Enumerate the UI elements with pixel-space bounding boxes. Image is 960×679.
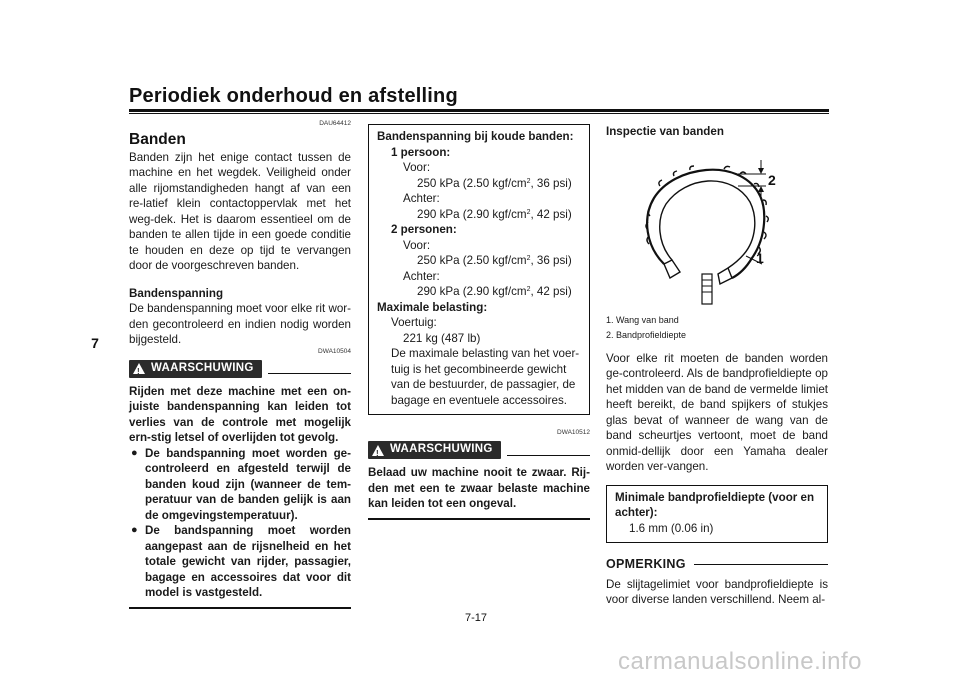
spec-rear-label: Achter: — [403, 269, 440, 283]
warning-header — [368, 441, 590, 459]
spec-one-person: 1 persoon: — [391, 145, 451, 159]
figure-legend — [606, 313, 828, 343]
legend-item: 1. Wang van band — [606, 314, 679, 325]
spec-value: 250 kPa (2.50 kgf/cm — [417, 176, 527, 190]
bullet-icon: ● — [131, 446, 138, 459]
header-rule — [129, 109, 829, 112]
legend-item: 2. Bandprofieldiepte — [606, 329, 687, 340]
column-2 — [368, 120, 590, 520]
subheading-tire-pressure: Bandenspanning — [129, 286, 224, 300]
spec-heading: Bandenspanning bij koude banden: — [377, 130, 574, 143]
note-rule — [694, 564, 828, 565]
section-title: Banden — [129, 131, 186, 148]
section-code: DAU64412 — [319, 120, 351, 127]
inspection-heading: Inspectie van banden — [606, 125, 724, 138]
warning-text: Rijden met deze machine met een on-juiste bandenspanning kan leiden tot verlies van de controle met mogelijk ern-stig letsel of overlijden tot gevolg. — [129, 384, 351, 444]
header-rule-thin — [129, 113, 829, 114]
pressure-paragraph: De bandenspanning moet voor elke rit wor-den gecontroleerd en indien nodig worden bijgesteld. — [129, 302, 351, 346]
spec-front-value-1p — [377, 176, 581, 192]
intro-paragraph: Banden zijn het enige contact tussen de machine en het wegdek. Veiligheid onder alle rijomstandigheden hangt af van een re-latief klein contactoppervlak met het weg-dek. Het is daarom essentieel om de banden te allen tijde in een goede conditie te houden en deze op tijd te vervangen door de voorgeschreven banden. — [129, 150, 351, 272]
list-item — [129, 523, 351, 601]
warning-label: WAARSCHUWING — [390, 443, 493, 456]
spec-value: 290 kPa (2.90 kgf/cm — [417, 285, 527, 298]
warning-text: Belaad uw machine nooit te zwaar. Rij-den met een te zwaar belaste machine kan leiden tot een ongeval. — [368, 466, 590, 510]
chapter-tab: 7 — [76, 320, 114, 366]
superscript: 2 — [526, 208, 531, 216]
bullet-text: De bandspanning moet worden ge-controleerd en afgesteld terwijl de banden koud zijn (wanneer de tem-peratuur van de banden gelijk is aan de omgevingstemperatuur). — [145, 446, 351, 522]
spec-two-persons: 2 personen: — [391, 223, 457, 236]
spec-max-load: Maximale belasting: — [377, 300, 488, 314]
tire-cross-section-illustration — [606, 146, 828, 311]
spec-value-tail: , 36 psi) — [530, 254, 572, 267]
tread-depth-box — [606, 485, 828, 544]
spec-value-tail: , 42 psi) — [530, 285, 572, 298]
bullet-icon: ● — [131, 524, 138, 536]
bullet-text: De bandspanning moet worden aangepast aan de rijsnelheid en het totale gewicht van rijder, passagier, bagage en accessoires dat voor dit model is vastgesteld. — [145, 524, 351, 599]
pressure-spec-box — [368, 124, 590, 415]
warning-rule — [268, 373, 351, 374]
spec-vehicle-label: Voertuig: — [391, 316, 437, 329]
warning-code: DWA10504 — [318, 347, 351, 355]
page-number: 7-17 — [465, 612, 488, 624]
list-item — [129, 446, 351, 524]
spec-vehicle-value: 221 kg (487 lb) — [403, 331, 481, 345]
tread-box-value: 1.6 mm (0.06 in) — [629, 521, 714, 535]
callout-2: 2 — [768, 171, 776, 188]
superscript: 2 — [526, 177, 531, 185]
column-3 — [606, 120, 828, 608]
spec-value-tail: , 36 psi) — [530, 176, 572, 190]
warning-code: DWA10512 — [557, 429, 590, 436]
column-1 — [129, 120, 351, 609]
superscript: 2 — [526, 255, 531, 262]
spec-front-value-2p — [377, 253, 581, 269]
spec-front-label: Voor: — [403, 238, 431, 252]
warning-triangle-icon — [133, 363, 145, 374]
note-header — [606, 557, 828, 573]
warning-end-rule — [129, 607, 351, 609]
inspection-paragraph: Voor elke rit moeten de banden worden ge-controleerd. Als de bandprofieldiepte op het midden van de band de vermelde limiet heeft bereikt, de band spijkers of stukjes glas bevat of wanneer de wang van de band scheurtjes vertoont, moet de band onmid-dellijk door een Yamaha dealer worden ver-vangen. — [606, 351, 828, 473]
spec-rear-value-1p — [377, 207, 581, 223]
warning-end-rule — [368, 518, 590, 520]
warning-badge — [129, 360, 262, 378]
warning-triangle-icon — [372, 445, 384, 456]
spec-value: 290 kPa (2.90 kgf/cm — [417, 207, 527, 221]
note-text: De slijtagelimiet voor bandprofieldiepte is voor diverse landen verschillend. Neem al- — [606, 577, 828, 606]
superscript: 2 — [526, 286, 531, 293]
warning-header — [129, 360, 351, 378]
spec-note: De maximale belasting van het voer-tuig is het gecombineerde gewicht van de bestuurder, de passagier, de bagage en eventuele accessoires. — [391, 347, 580, 407]
callout-1: 1 — [756, 249, 764, 266]
page-title: Periodiek onderhoud en afstelling — [129, 85, 458, 107]
warning-rule — [507, 455, 590, 456]
tire-figure — [606, 146, 828, 311]
warning-badge — [368, 441, 501, 459]
spec-value-tail: , 42 psi) — [530, 207, 572, 221]
watermark: carmanualsonline.info — [618, 648, 862, 675]
note-label: OPMERKING — [606, 557, 686, 571]
warning-label: WAARSCHUWING — [151, 361, 254, 374]
spec-rear-value-2p — [377, 284, 581, 300]
spec-value: 250 kPa (2.50 kgf/cm — [417, 254, 527, 267]
spec-rear-label: Achter: — [403, 192, 440, 205]
tread-box-heading: Minimale bandprofieldiepte (voor en achter): — [615, 490, 815, 519]
spec-front-label: Voor: — [403, 161, 431, 174]
